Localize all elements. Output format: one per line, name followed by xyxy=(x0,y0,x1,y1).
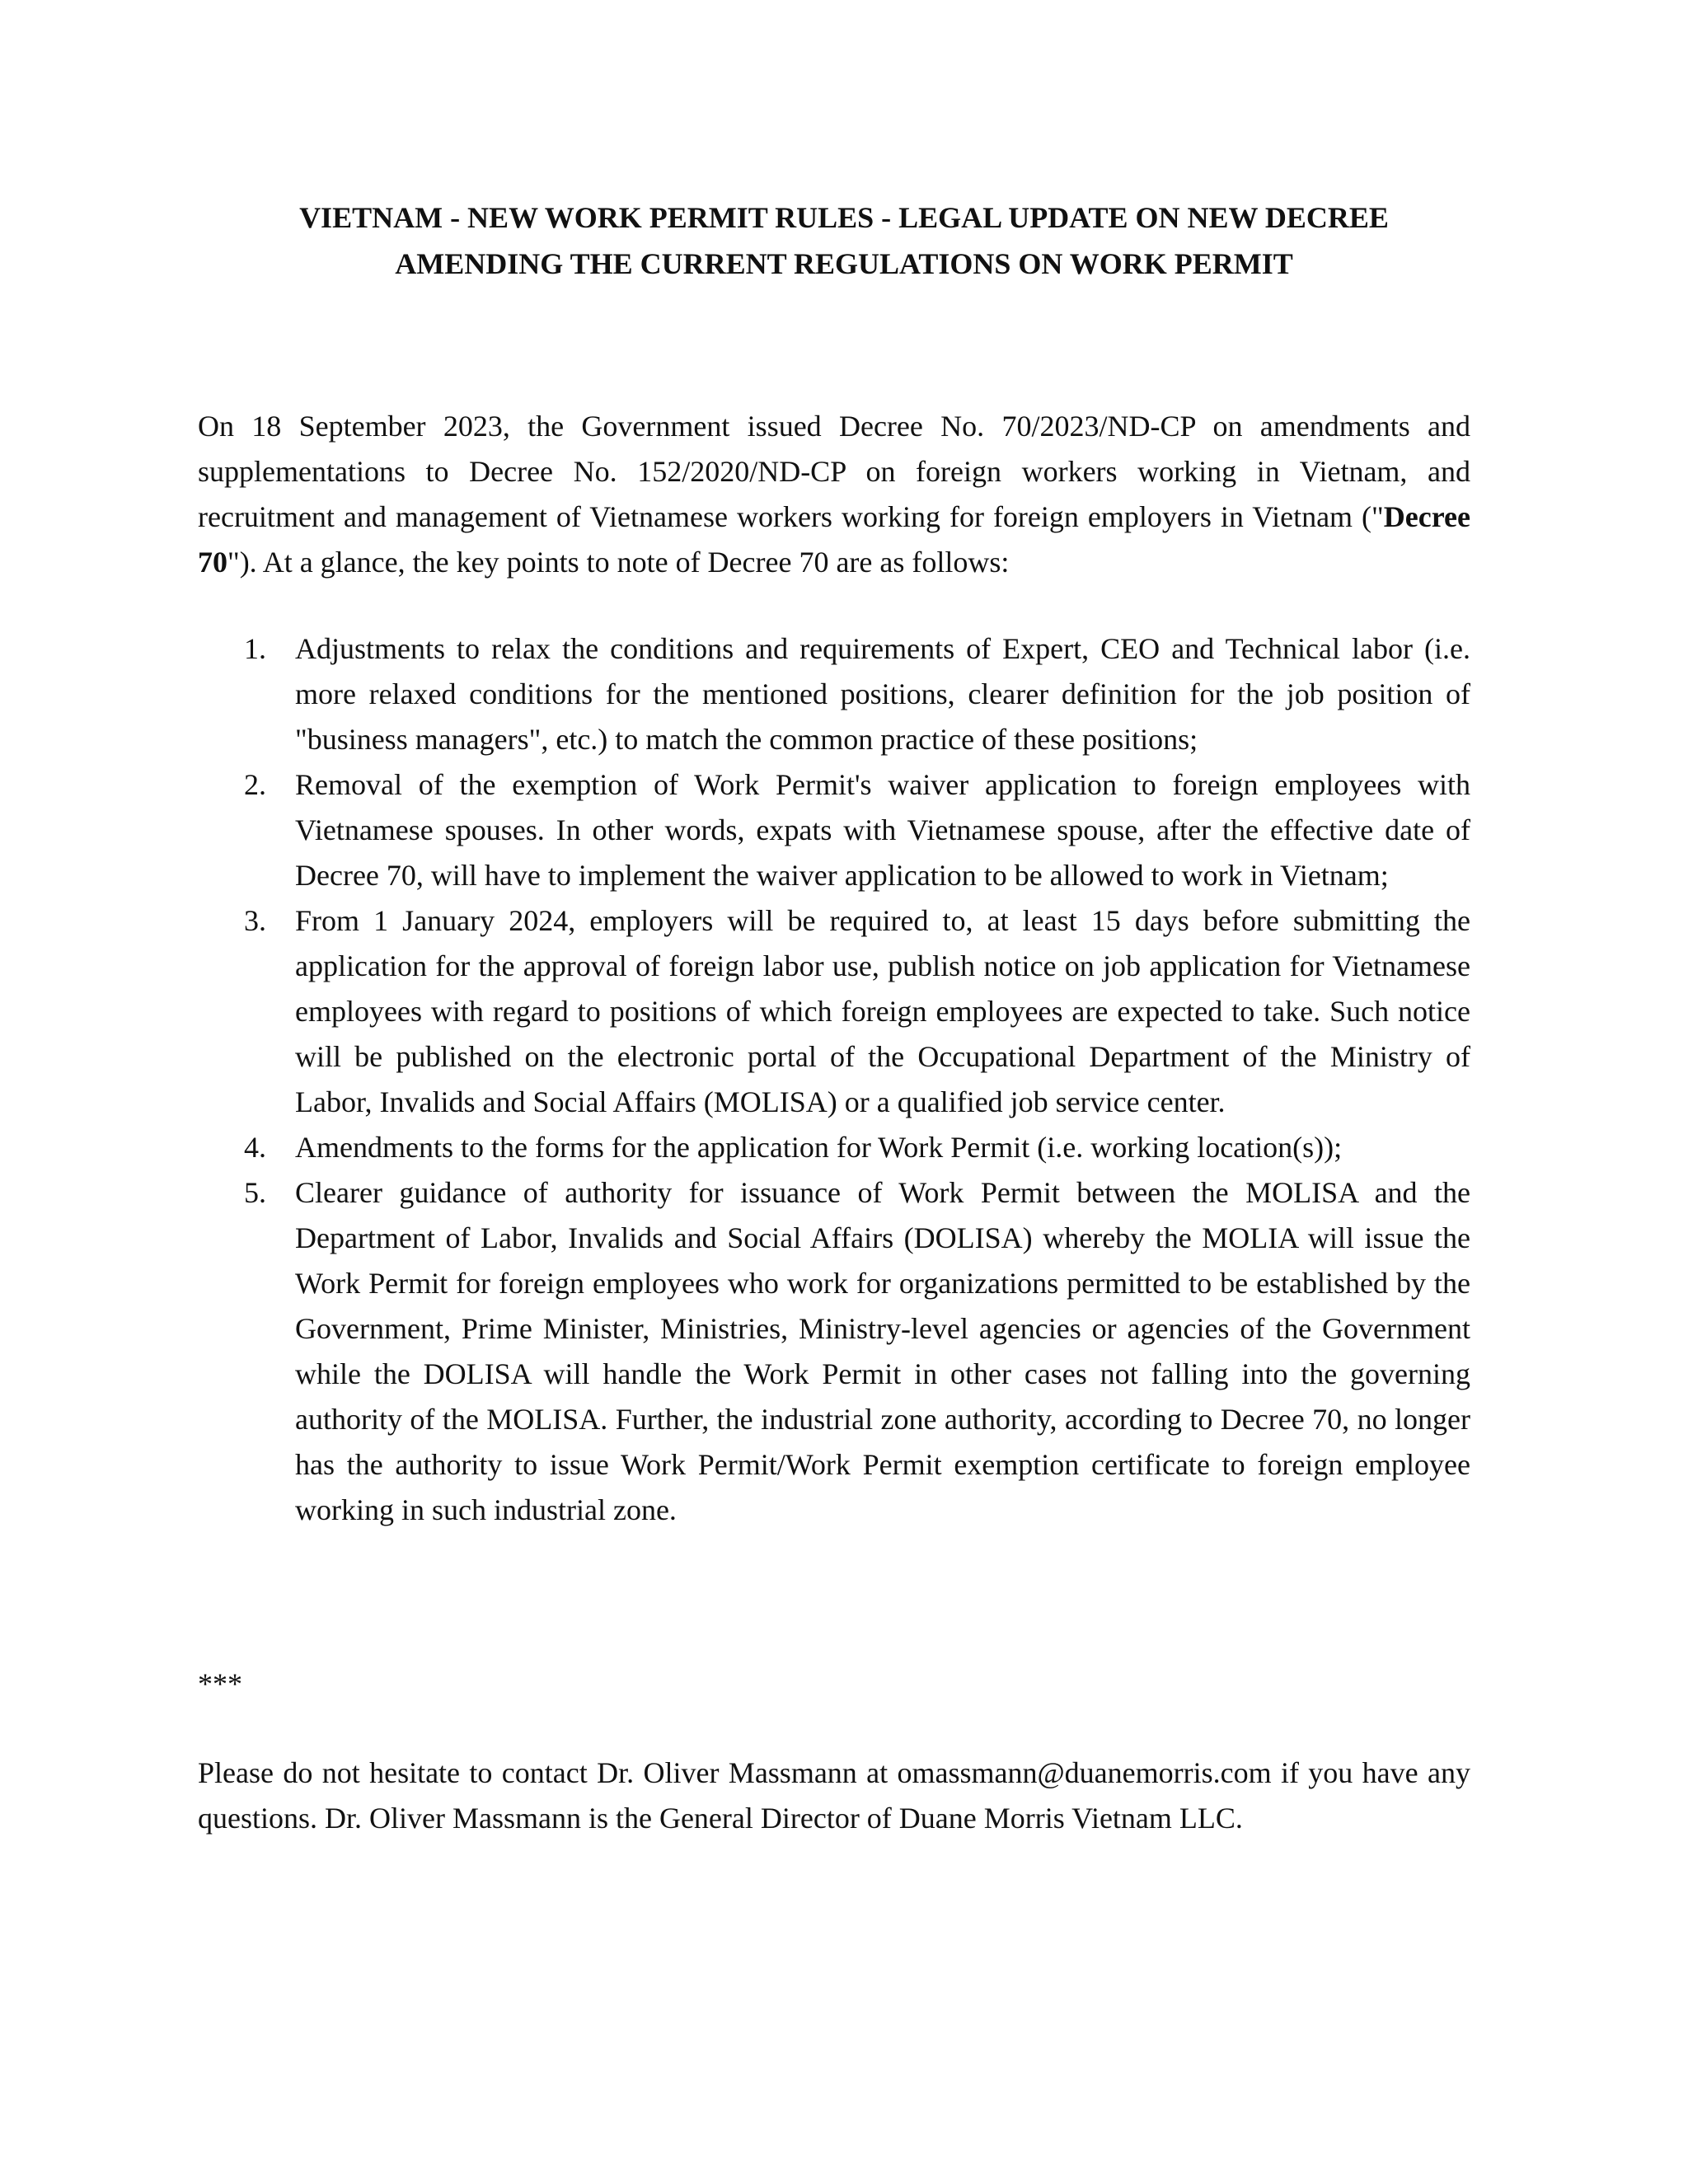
list-item xyxy=(198,898,1470,1125)
list-item-text: From 1 January 2024, employers will be required to, at least 15 days before submitting the application for the approval of foreign labor use, publish notice on job application for Vietnamese employees with regard to positions of which foreign employees are expected to take. Such notice will be published on the electronic portal of the Occupational Department of the Ministry of Labor, Invalids and Social Affairs (MOLISA) or a qualified job service center. xyxy=(295,904,1470,1118)
intro-bold-term: Decree 70 xyxy=(198,500,1470,579)
key-points-list xyxy=(198,626,1470,1533)
intro-text-start: On 18 September 2023, the Government issued Decree No. 70/2023/ND-CP on amendments and supplementations to Decree No. 152/2020/ND-CP on foreign workers working in Vietnam, and recruitment and management of Vietnamese workers working for foreign employers in Vietnam (" xyxy=(198,410,1470,533)
list-item-text: Clearer guidance of authority for issuance of Work Permit between the MOLISA and the Department of Labor, Invalids and Social Affairs (DOLISA) whereby the MOLIA will issue the Work Permit for foreign employees who work for organizations permitted to be established by the Government, Prime Minister, Ministries, Ministry-level agencies or agencies of the Government while the DOLISA will handle the Work Permit in other cases not falling into the governing authority of the MOLISA. Further, the industrial zone authority, according to Decree 70, no longer has the authority to issue Work Permit/Work Permit exemption certificate to foreign employee working in such industrial zone. xyxy=(295,1176,1470,1526)
document-title xyxy=(198,194,1490,287)
list-item-number: 1. xyxy=(244,632,266,665)
list-item xyxy=(198,762,1470,898)
list-item xyxy=(198,1170,1470,1533)
contact-paragraph: Please do not hesitate to contact Dr. Oliver Massmann at omassmann@duanemorris.com if you have any questions. Dr. Oliver Massmann is the General Director of Duane Morris Vietnam LLC. xyxy=(198,1756,1470,1835)
intro-text-end: "). At a glance, the key points to note of Decree 70 are as follows: xyxy=(227,546,1010,579)
title-line-1: VIETNAM - NEW WORK PERMIT RULES - LEGAL UPDATE ON NEW DECREE xyxy=(299,201,1389,234)
list-item-number: 3. xyxy=(244,904,266,937)
list-item-text: Removal of the exemption of Work Permit's waiver application to foreign employees with Vietnamese spouses. In other words, expats with Vietnamese spouse, after the effective date of Decree 70, will have to implement the waiver application to be allowed to work in Vietnam; xyxy=(295,768,1470,892)
title-line-2: AMENDING THE CURRENT REGULATIONS ON WORK PERMIT xyxy=(395,247,1293,280)
intro-paragraph xyxy=(198,404,1470,585)
section-separator: *** xyxy=(198,1667,242,1700)
list-item xyxy=(198,1125,1470,1170)
list-item-number: 5. xyxy=(244,1176,266,1209)
list-item-number: 2. xyxy=(244,768,266,801)
list-item-number: 4. xyxy=(244,1131,266,1164)
list-item-text: Amendments to the forms for the application for Work Permit (i.e. working location(s)); xyxy=(295,1131,1343,1164)
list-item xyxy=(198,626,1470,762)
list-item-text: Adjustments to relax the conditions and requirements of Expert, CEO and Technical labor (i.e. more relaxed conditions for the mentioned positions, clearer definition for the job position of "business managers", etc.) to match the common practice of these positions; xyxy=(295,632,1470,756)
